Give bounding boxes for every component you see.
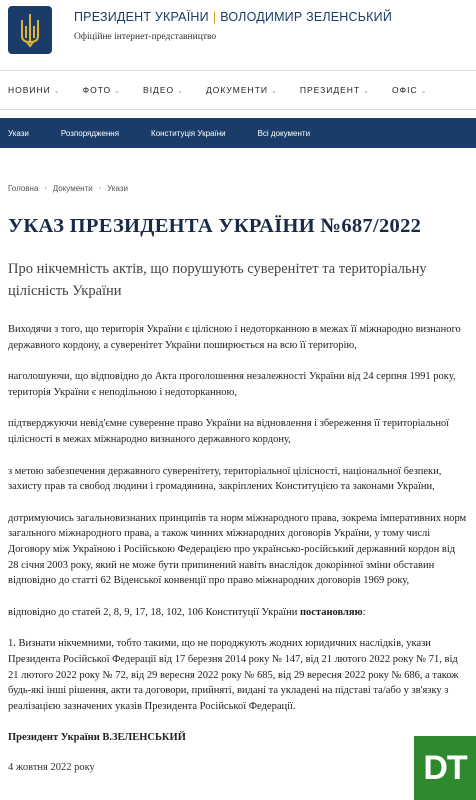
main-nav [0, 70, 476, 110]
subnav-orders[interactable]: Розпорядження [60, 128, 120, 138]
paragraph-2: наголошуючи, що відповідно до Акта проголошення незалежності України від 24 серпня 1991 року, територія України є неподільною і недоторканною, [8, 371, 456, 398]
chevron-down-icon: ⌄ [177, 88, 184, 95]
breadcrumb [0, 184, 476, 193]
paragraph-5: дотримуючись загальновизнаних принципів та норм міжнародного права, зокрема імперативних норм загального міжнародного права, а також чинних міжнародних договорів України, у тому числі Договору між Україною і Російською Федерацією про українсько-російський державний кордон від 28 січня 2003 року, який не може бути припинений навіть внаслідок докорінної зміни обставин відповідно до статті 62 Віденської конвенції про право міжнародних договорів 1969 року, [8, 512, 467, 587]
documents-subnav [0, 118, 476, 148]
subnav-all-documents[interactable]: Всі документи [257, 128, 311, 138]
chevron-down-icon: ⌄ [420, 88, 428, 95]
paragraph-1: Виходячи з того, що територія України є цілісною і недоторканною в межах її міжнародно визнаного державного кордону, а суверенітет України поширюється на всю її територію, [8, 324, 461, 351]
breadcrumb-documents[interactable]: Документи [52, 184, 93, 193]
paragraph-3: підтверджуючи невід'ємне суверенне право України на відновлення і збереження її територіальної цілісності в межах міжнародно визнаного державного кордону, [8, 418, 450, 445]
title-president: ПРЕЗИДЕНТ УКРАЇНИ [74, 10, 209, 24]
nav-documents[interactable]: ДОКУМЕНТИ ⌄ [205, 85, 278, 95]
site-title[interactable] [74, 10, 392, 24]
chevron-right-icon: › [44, 185, 47, 192]
title-separator: | [212, 10, 217, 24]
site-header [0, 0, 476, 62]
site-subtitle: Офіційне інтернет-представництво [74, 32, 217, 42]
nav-news[interactable]: НОВИНИ ⌄ [8, 85, 61, 95]
chevron-down-icon: ⌄ [114, 88, 122, 95]
breadcrumb-decrees[interactable]: Укази [107, 184, 128, 193]
document-lead: Про нікчемність актів, що порушують суверенітет та територіальну цілісність України [8, 261, 427, 299]
document-date: 4 жовтня 2022 року [8, 761, 95, 773]
breadcrumb-home[interactable]: Головна [8, 184, 39, 193]
paragraph-4: з метою забезпечення державного суверенітету, територіальної цілісності, національної безпеки, захисту прав та свобод людини і громадянина, закріплених Конституцією та законами України, [8, 465, 442, 493]
chevron-right-icon: › [98, 185, 102, 192]
chevron-down-icon: ⌄ [271, 88, 278, 95]
decree-verb: постановляю [299, 606, 363, 618]
paragraph-7: 1. Визнати нікчемними, тобто такими, що не породжують жодних юридичних наслідків, укази Президента Російської Федерації від 17 березня 2014 року № 147, від 21 лютого 2022 року № 71, від 21 лютого 2022 року № 72, від 29 вересня 2022 року № 685, від 29 вересня 2022 року № 686, а також будь-які інші рішення, акти та договори, прийняті, видані та укладені на підставі та/або у зв'язку з реалізацією зазначених указів Президента Російської Федерації. [8, 638, 459, 712]
chevron-down-icon: ⌄ [363, 88, 371, 95]
nav-president[interactable]: ПРЕЗИДЕНТ ⌄ [299, 85, 371, 95]
subnav-constitution[interactable]: Конституція України [151, 128, 226, 138]
nav-photo[interactable]: ФОТО ⌄ [82, 85, 122, 95]
paragraph-6: відповідно до статей 2, 8, 9, 17, 18, 102, 106 Конституції України постановляю: [8, 606, 366, 618]
dt-watermark-logo [414, 736, 476, 800]
page-title: УКАЗ ПРЕЗИДЕНТА УКРАЇНИ №687/2022 [8, 215, 422, 237]
watermark-text: DT [423, 748, 467, 787]
trident-emblem-icon[interactable] [8, 6, 52, 54]
nav-office[interactable]: ОФІС ⌄ [392, 85, 428, 95]
signature: Президент України В.ЗЕЛЕНСЬКИЙ [8, 732, 186, 744]
nav-video[interactable]: ВІДЕО ⌄ [143, 85, 184, 95]
subnav-decrees[interactable]: Укази [8, 128, 29, 138]
title-name: ВОЛОДИМИР ЗЕЛЕНСЬКИЙ [220, 10, 393, 24]
document-body [8, 322, 468, 791]
chevron-down-icon: ⌄ [53, 88, 61, 95]
